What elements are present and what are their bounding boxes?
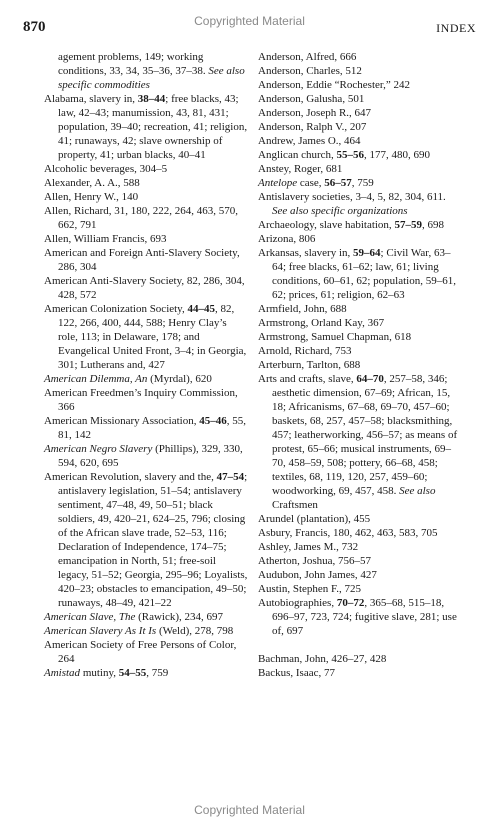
index-entry-text: American Society of Free Persons of Color, 264 [44, 639, 237, 665]
index-entry-text: American Slave, The [44, 611, 136, 623]
index-entry-text: Anderson, Ralph V., 207 [258, 121, 367, 133]
index-entry-text: , 177, 480, 690 [364, 149, 430, 161]
index-entry-text: , 759 [351, 177, 374, 189]
index-entry-text: American Revolution, slavery and the, [44, 471, 217, 483]
index-entry [44, 190, 249, 204]
index-entry-text: Anglican church, [258, 149, 337, 161]
index-entry-text: Anderson, Alfred, 666 [258, 51, 357, 63]
index-entry [258, 358, 463, 372]
index-entry [258, 92, 463, 106]
index-entry [44, 442, 249, 470]
index-entry [258, 344, 463, 358]
index-entry [44, 176, 249, 190]
index-entry-text: American Dilemma, An [44, 373, 148, 385]
index-entry-text: 44–45 [187, 303, 215, 315]
index-entry [258, 512, 463, 526]
index-entry-text: 55–56 [336, 149, 364, 161]
index-entry [44, 624, 249, 638]
index-entry [258, 50, 463, 64]
index-entry-text: Arundel (plantation), 455 [258, 513, 371, 525]
index-entry-text: Anderson, Joseph R., 647 [258, 107, 372, 119]
index-entry [258, 568, 463, 582]
index-entry-text: American and Foreign Anti-Slavery Society, 286, 304 [44, 247, 240, 273]
index-entry [258, 78, 463, 92]
index-entry-text: 45–46 [199, 415, 227, 427]
index-entry [258, 582, 463, 596]
index-entry-text: Armstrong, Samuel Chapman, 618 [258, 331, 412, 343]
index-entry-text: , 759 [146, 667, 169, 679]
index-entry-text: See also specific commodities [58, 65, 245, 91]
index-entry-text: , 257–58, 346; aesthetic dimension, 67–69; African, 15, 18; Africanisms, 67–68, 69–70, 457–60; baskets, 68, 257, 457–58; blacksmithing, 457; leatherworking, 456–57; as means of protest, 65–66; musical instruments, 69–70, 458–59, 508; pottery, 66–68, 458; textiles, 68, 119, 120, 257, 459–60; woodworking, 69, 457, 458. [272, 373, 458, 497]
copyright-watermark-bottom: Copyrighted Material [194, 803, 305, 817]
index-column-left [44, 50, 249, 680]
index-entry-text: , 365–68, 515–18, 696–97, 723, 724; fugitive slave, 281; use of, 697 [272, 597, 457, 637]
index-entry-text: See also specific organizations [272, 205, 408, 217]
index-entry [258, 316, 463, 330]
index-entry-text: Arts and crafts, slave, [258, 373, 357, 385]
index-entry [44, 666, 249, 680]
index-entry [258, 190, 463, 218]
index-entry-text: Austin, Stephen F., 725 [258, 583, 362, 595]
index-entry-text: Arnold, Richard, 753 [258, 345, 352, 357]
index-column-right [258, 50, 463, 680]
index-entry-text: Allen, William Francis, 693 [44, 233, 167, 245]
index-entry [44, 610, 249, 624]
index-entry-text: 56–57 [324, 177, 352, 189]
index-entry-text: ; Civil War, 63–64; free blacks, 61–62; law, 61; living conditions, 60–61, 62; population, 59–61, 62; prices, 61; religion, 62–63 [272, 247, 456, 301]
index-entry-text: American Negro Slavery [44, 443, 153, 455]
index-entry-text: American Missionary Association, [44, 415, 200, 427]
index-entry-text: American Colonization Society, [44, 303, 188, 315]
index-entry [44, 386, 249, 414]
index-entry-text: American Slavery As It Is [44, 625, 157, 637]
index-entry [258, 106, 463, 120]
index-entry-text: Alcoholic beverages, 304–5 [44, 163, 168, 175]
index-entry-text: Asbury, Francis, 180, 462, 463, 583, 705 [258, 527, 438, 539]
index-entry [258, 540, 463, 554]
index-entry-text: Bachman, John, 426–27, 428 [258, 653, 387, 665]
index-entry-text: Ashley, James M., 732 [258, 541, 359, 553]
page-number: 870 [23, 19, 46, 35]
index-entry-text: 57–59 [394, 219, 422, 231]
index-entry-text: (Phillips), 329, 330, 594, 620, 695 [58, 443, 243, 469]
index-entry [258, 554, 463, 568]
index-entry-text: Backus, Isaac, 77 [258, 667, 335, 679]
index-entry [258, 134, 463, 148]
index-entry-text: , 698 [421, 219, 444, 231]
index-entry-text: Arizona, 806 [258, 233, 316, 245]
index-entry [258, 372, 463, 512]
index-entry-text: Anstey, Roger, 681 [258, 163, 343, 175]
index-entry [258, 218, 463, 232]
index-entry-text: , 82, 122, 266, 400, 444, 588; Henry Clay’s role, 113; in Delaware, 178; and Evangelical United Front, 3–4; in Georgia, 301; Lutherans and, 427 [58, 303, 247, 371]
index-entry-text: (Myrdal), 620 [147, 373, 212, 385]
index-entry [258, 176, 463, 190]
index-entry-text: case, [297, 177, 325, 189]
index-entry-text: (Rawick), 234, 697 [135, 611, 224, 623]
index-entry-text: Armstrong, Orland Kay, 367 [258, 317, 385, 329]
index-entry [44, 372, 249, 386]
copyright-watermark-top: Copyrighted Material [194, 14, 305, 28]
index-entry-text: Arterburn, Tarlton, 688 [258, 359, 361, 371]
index-entry [44, 302, 249, 372]
index-entry [258, 120, 463, 134]
index-entry-text: Alexander, A. A., 588 [44, 177, 140, 189]
index-entry-text: , 55, 81, 142 [58, 415, 246, 441]
index-entry-text: ; antislavery legislation, 51–54; antislavery sentiment, 47–48, 49, 50–51; black soldiers, 49, 420–21, 624–25, 796; closing of the African slave trade, 52–53, 116; Declaration of Independence, 174–75; emancipation in North, 51; free-soil legacy, 51–52; Georgia, 295–96; Loyalists, 420–23; obstacles to emancipation, 49–50; runaways, 48–49, 421–22 [58, 471, 248, 609]
index-entry-text: Anderson, Galusha, 501 [258, 93, 365, 105]
index-entry-text: Atherton, Joshua, 756–57 [258, 555, 372, 567]
index-entry-text: Arkansas, slavery in, [258, 247, 354, 259]
index-entry-text: Andrew, James O., 464 [258, 135, 361, 147]
index-entry [258, 232, 463, 246]
index-entry [258, 302, 463, 316]
index-entry-text: Craftsmen [272, 499, 318, 511]
index-entry [44, 162, 249, 176]
index-entry-text: Autobiographies, [258, 597, 337, 609]
index-entry-text: Antislavery societies, 3–4, 5, 82, 304, 611. [258, 191, 446, 203]
index-entry-text: ; free blacks, 43; law, 42–43; manumission, 43, 81, 431; population, 39–40; recreation, 41; religion, 41; runaways, 42; slave ownership of property, 41; urban blacks, 40–41 [58, 93, 248, 161]
index-entry [258, 526, 463, 540]
index-entry [258, 162, 463, 176]
index-entry [258, 652, 463, 666]
index-entry [44, 470, 249, 610]
index-entry-text: 70–72 [336, 597, 365, 609]
index-entry-text: Anderson, Eddie “Rochester,” 242 [258, 79, 410, 91]
index-entry [258, 148, 463, 162]
index-entry-text: Allen, Henry W., 140 [44, 191, 139, 203]
index-entry [44, 414, 249, 442]
index-entry-text: 64–70 [356, 373, 384, 385]
index-entry-text: American Freedmen’s Inquiry Commission, 366 [44, 387, 238, 413]
index-entry [258, 666, 463, 680]
index-entry [44, 638, 249, 666]
index-entry-text: See also [399, 485, 436, 497]
index-entry-text: Archaeology, slave habitation, [258, 219, 395, 231]
index-entry-text: Allen, Richard, 31, 180, 222, 264, 463, 570, 662, 791 [44, 205, 239, 231]
index-entry-text: Antelope [258, 177, 298, 189]
index-entry-text: 47–54 [216, 471, 245, 483]
index-entry-text: American Anti-Slavery Society, 82, 286, 304, 428, 572 [44, 275, 245, 301]
index-entry [258, 64, 463, 78]
index-entry [258, 596, 463, 638]
index-entry [44, 92, 249, 162]
index-entry-text: Audubon, John James, 427 [258, 569, 377, 581]
index-entry [44, 50, 249, 92]
index-entry-text: 59–64 [353, 247, 381, 259]
running-head: INDEX [436, 21, 476, 35]
index-entry-text: Anderson, Charles, 512 [258, 65, 362, 77]
index-entry-text: 38–44 [137, 93, 166, 105]
index-entry [44, 232, 249, 246]
index-entry-text: Alabama, slavery in, [44, 93, 138, 105]
index-entry-text: mutiny, [80, 667, 119, 679]
index-entry-text: Amistad [44, 667, 81, 679]
index-entry-text: Armfield, John, 688 [258, 303, 347, 315]
index-entry-text: agement problems, 149; working conditions, 33, 34, 35–36, 37–38. [58, 51, 209, 77]
index-entry [258, 330, 463, 344]
index-entry [44, 274, 249, 302]
index-entry [258, 246, 463, 302]
index-entry [44, 246, 249, 274]
index-entry [44, 204, 249, 232]
index-entry-text: 54–55 [118, 667, 147, 679]
index-entry-text: (Weld), 278, 798 [156, 625, 234, 637]
